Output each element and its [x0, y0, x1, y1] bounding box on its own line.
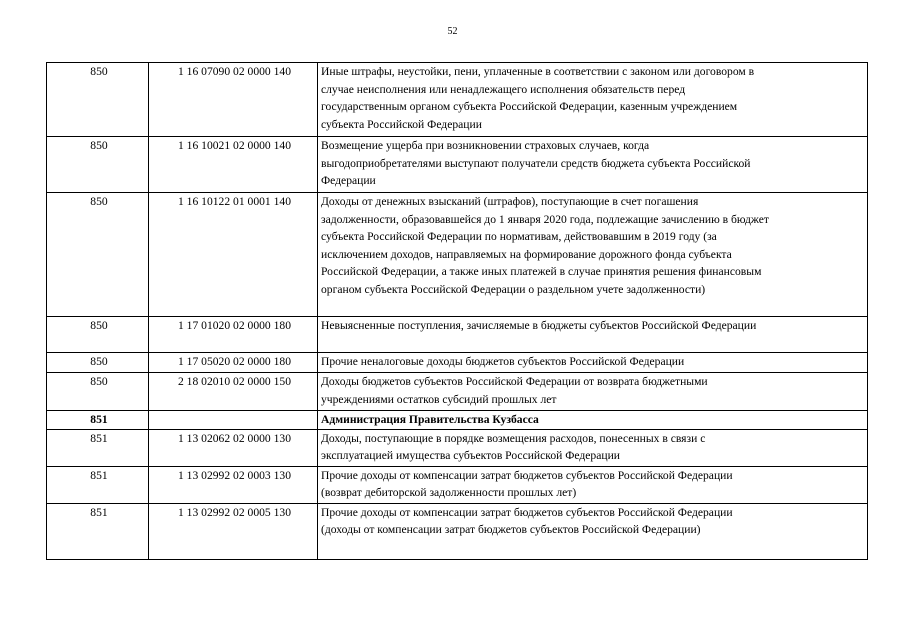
revenue-code-cell: 1 16 07090 02 0000 140: [149, 63, 318, 137]
admin-code-cell: 851: [47, 503, 149, 559]
admin-code-cell: 850: [47, 63, 149, 137]
table-row: [47, 466, 868, 503]
admin-code-cell: 850: [47, 353, 149, 373]
table-row-section-header: [47, 411, 868, 430]
revenue-code-cell: 1 17 01020 02 0000 180: [149, 317, 318, 353]
table-row: [47, 373, 868, 411]
admin-code-cell: 851: [47, 429, 149, 466]
budget-revenue-table: [46, 62, 868, 560]
description-cell: Доходы бюджетов субъектов Российской Федерации от возврата бюджетными учреждениями остатков субсидий прошлых лет: [318, 373, 868, 411]
admin-code-cell: 851: [47, 466, 149, 503]
revenue-code-cell: 1 13 02062 02 0000 130: [149, 429, 318, 466]
description-cell: Прочие доходы от компенсации затрат бюджетов субъектов Российской Федерации (доходы от компенсации затрат бюджетов субъектов Российской Федерации): [318, 503, 868, 559]
page-number: 52: [447, 26, 458, 37]
revenue-code-cell: 1 16 10122 01 0001 140: [149, 193, 318, 317]
revenue-code-cell: 1 13 02992 02 0003 130: [149, 466, 318, 503]
table-row: [47, 429, 868, 466]
admin-code-cell: 850: [47, 317, 149, 353]
description-cell: Доходы от денежных взысканий (штрафов), поступающие в счет погашения задолженности, образовавшейся до 1 января 2020 года, подлежащие зачислению в бюджет субъекта Российской Федерации по нормативам, действовавшим в 2019 году (за исключением доходов, направляемых на формирование дорожного фонда субъекта Российской Федерации, а также иных платежей в случае принятия решения финансовым органом субъекта Российской Федерации о раздельном учете задолженности): [318, 193, 868, 317]
section-title-cell: Администрация Правительства Кузбасса: [318, 411, 868, 430]
table-row: [47, 63, 868, 137]
admin-code-cell: 850: [47, 373, 149, 411]
description-cell: Невыясненные поступления, зачисляемые в бюджеты субъектов Российской Федерации: [318, 317, 868, 353]
admin-code-cell: 850: [47, 137, 149, 193]
table-row: [47, 503, 868, 559]
revenue-code-cell: 1 16 10021 02 0000 140: [149, 137, 318, 193]
table-row: [47, 193, 868, 317]
description-cell: Иные штрафы, неустойки, пени, уплаченные в соответствии с законом или договором в случае неисполнения или ненадлежащего исполнения обязательств перед государственным органом субъекта Российской Федерации, казенным учреждением субъекта Российской Федерации: [318, 63, 868, 137]
table-row: [47, 137, 868, 193]
admin-code-cell: 850: [47, 193, 149, 317]
revenue-code-cell: [149, 411, 318, 430]
revenue-code-cell: 2 18 02010 02 0000 150: [149, 373, 318, 411]
admin-code-cell: 851: [47, 411, 149, 430]
table-row: [47, 317, 868, 353]
revenue-code-cell: 1 13 02992 02 0005 130: [149, 503, 318, 559]
description-cell: Прочие доходы от компенсации затрат бюджетов субъектов Российской Федерации (возврат дебиторской задолженности прошлых лет): [318, 466, 868, 503]
description-cell: Возмещение ущерба при возникновении страховых случаев, когда выгодоприобретателями выступают получатели средств бюджета субъекта Российской Федерации: [318, 137, 868, 193]
description-cell: Доходы, поступающие в порядке возмещения расходов, понесенных в связи с эксплуатацией имущества субъектов Российской Федерации: [318, 429, 868, 466]
revenue-code-cell: 1 17 05020 02 0000 180: [149, 353, 318, 373]
table-row: [47, 353, 868, 373]
description-cell: Прочие неналоговые доходы бюджетов субъектов Российской Федерации: [318, 353, 868, 373]
